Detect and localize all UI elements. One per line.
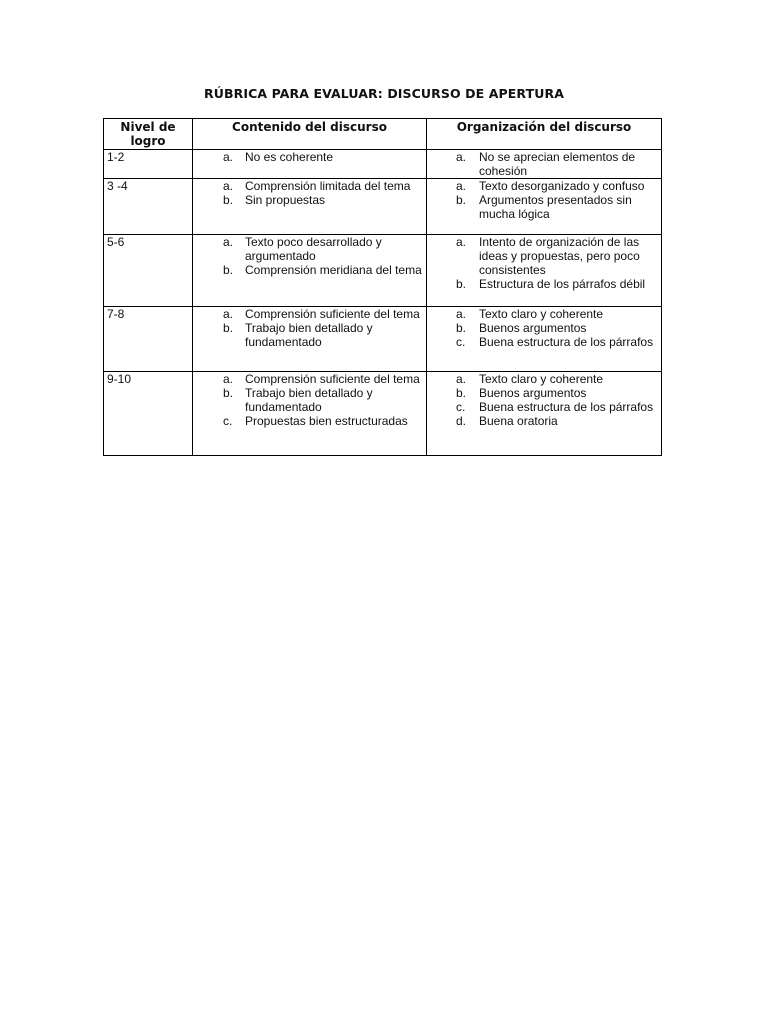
list-item (197, 386, 422, 414)
list-item (431, 414, 657, 428)
content-list (197, 307, 422, 349)
organization-cell (427, 235, 662, 307)
content-cell (193, 150, 427, 179)
item-marker: b. (223, 386, 234, 400)
organization-list (431, 235, 657, 291)
item-text: Buenos argumentos (479, 386, 587, 400)
item-marker: a. (456, 372, 467, 386)
page-title: RÚBRICA PARA EVALUAR: DISCURSO DE APERTURA (204, 86, 564, 101)
organization-cell (427, 150, 662, 179)
list-item (431, 307, 657, 321)
list-item (197, 263, 422, 277)
rubric-body (104, 150, 662, 456)
item-marker: a. (456, 235, 467, 249)
item-text: Sin propuestas (245, 193, 326, 207)
item-text: Buena estructura de los párrafos (479, 335, 654, 349)
item-marker: c. (223, 414, 233, 428)
item-text: Comprensión suficiente del tema (245, 307, 420, 321)
item-marker: a. (223, 235, 234, 249)
rubric-table (103, 118, 662, 456)
item-text: Trabajo bien detallado y fundamentado (245, 321, 373, 349)
level-cell: 7-8 (104, 307, 193, 372)
organization-cell (427, 307, 662, 372)
header-content: Contenido del discurso (193, 119, 427, 150)
item-text: Propuestas bien estructuradas (245, 414, 408, 428)
content-list (197, 150, 422, 164)
item-marker: a. (223, 150, 234, 164)
table-row (104, 235, 662, 307)
content-cell (193, 307, 427, 372)
list-item (431, 150, 657, 178)
item-marker: b. (223, 321, 234, 335)
table-row (104, 179, 662, 235)
table-row (104, 307, 662, 372)
item-text: Comprensión meridiana del tema (245, 263, 422, 277)
organization-cell (427, 372, 662, 456)
item-marker: d. (456, 414, 467, 428)
organization-list (431, 307, 657, 349)
list-item (197, 193, 422, 207)
item-text: Texto claro y coherente (479, 307, 604, 321)
list-item (431, 193, 657, 221)
list-item (197, 372, 422, 386)
item-marker: b. (456, 321, 467, 335)
item-text: Texto claro y coherente (479, 372, 604, 386)
list-item (197, 414, 422, 428)
content-list (197, 235, 422, 277)
organization-list (431, 372, 657, 428)
level-cell: 1-2 (104, 150, 193, 179)
item-text: Buena estructura de los párrafos (479, 400, 654, 414)
list-item (431, 386, 657, 400)
organization-cell (427, 179, 662, 235)
list-item (431, 277, 657, 291)
item-text: Texto desorganizado y confuso (479, 179, 645, 193)
item-marker: c. (456, 335, 466, 349)
item-marker: a. (456, 307, 467, 321)
content-cell (193, 235, 427, 307)
list-item (431, 321, 657, 335)
content-list (197, 179, 422, 207)
item-text: Argumentos presentados sin mucha lógica (479, 193, 632, 221)
list-item (431, 400, 657, 414)
item-marker: b. (456, 277, 467, 291)
table-header-row (104, 119, 662, 150)
level-cell: 9-10 (104, 372, 193, 456)
list-item (197, 307, 422, 321)
item-text: Trabajo bien detallado y fundamentado (245, 386, 373, 414)
item-marker: b. (456, 193, 467, 207)
item-marker: a. (223, 307, 234, 321)
list-item (431, 335, 657, 349)
item-marker: a. (456, 150, 467, 164)
item-text: Comprensión suficiente del tema (245, 372, 420, 386)
list-item (197, 179, 422, 193)
table-row (104, 372, 662, 456)
organization-list (431, 150, 657, 178)
list-item (431, 235, 657, 277)
item-marker: a. (223, 179, 234, 193)
item-text: Texto poco desarrollado y argumentado (245, 235, 382, 263)
item-text: No se aprecian elementos de cohesión (479, 150, 636, 178)
item-text: Comprensión limitada del tema (245, 179, 411, 193)
item-marker: b. (456, 386, 467, 400)
item-text: Buenos argumentos (479, 321, 587, 335)
list-item (431, 372, 657, 386)
header-level: Nivel de logro (104, 119, 193, 150)
item-text: No es coherente (245, 150, 334, 164)
header-organization: Organización del discurso (427, 119, 662, 150)
level-cell: 5-6 (104, 235, 193, 307)
item-marker: a. (223, 372, 234, 386)
list-item (431, 179, 657, 193)
list-item (197, 235, 422, 263)
table-row (104, 150, 662, 179)
item-text: Buena oratoria (479, 414, 558, 428)
item-marker: a. (456, 179, 467, 193)
item-marker: b. (223, 263, 234, 277)
content-cell (193, 372, 427, 456)
item-marker: b. (223, 193, 234, 207)
item-marker: c. (456, 400, 466, 414)
item-text: Estructura de los párrafos débil (479, 277, 646, 291)
list-item (197, 150, 422, 164)
list-item (197, 321, 422, 349)
content-cell (193, 179, 427, 235)
content-list (197, 372, 422, 428)
level-cell: 3 -4 (104, 179, 193, 235)
organization-list (431, 179, 657, 221)
item-text: Intento de organización de las ideas y propuestas, pero poco consistentes (479, 235, 640, 277)
